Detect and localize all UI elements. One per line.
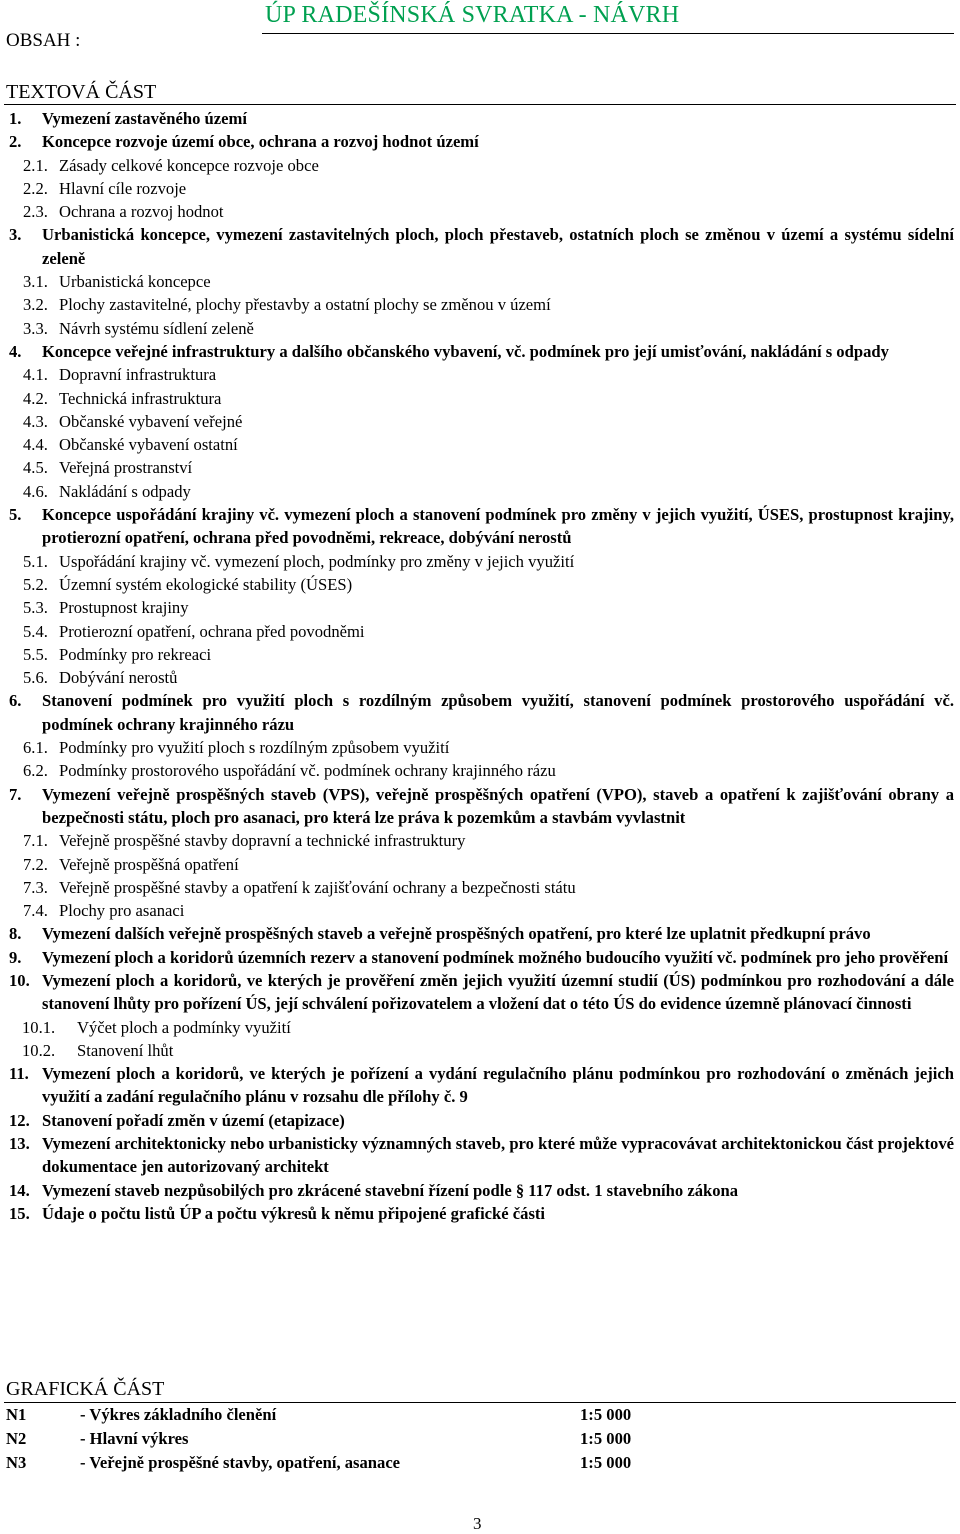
toc-number: 4.6. (23, 481, 48, 501)
header-label: OBSAH : (6, 30, 81, 51)
drawing-code: N3 (6, 1453, 27, 1472)
toc-text: Stanovení lhůt (77, 1040, 174, 1060)
toc-number: 5.3. (23, 598, 48, 618)
toc-text: Údaje o počtu listů ÚP a počtu výkresů k němu připojené grafické části (42, 1203, 546, 1223)
toc-number: 5.2. (23, 574, 48, 594)
toc-number: 3.3. (23, 318, 48, 338)
toc-number: 4.4. (23, 435, 48, 455)
toc-number: 3.1. (23, 272, 48, 292)
toc-subchapter (0, 573, 960, 596)
toc-chapter (0, 340, 960, 363)
toc-subchapter (0, 736, 960, 759)
toc-text: Návrh systému sídlení zeleně (59, 318, 254, 338)
toc-number: 7.1. (23, 831, 48, 851)
toc-number: 4.3. (23, 411, 48, 431)
drawing-code: N1 (6, 1405, 27, 1424)
toc-number: 4. (9, 341, 22, 361)
toc-chapter (0, 223, 960, 270)
toc-subchapter (0, 270, 960, 293)
toc-text: Veřejně prospěšné stavby a opatření k zajišťování ochrany a bezpečnosti státu (59, 877, 576, 897)
toc-text: Dobývání nerostů (59, 668, 178, 688)
drawing-row (0, 1453, 960, 1477)
toc-subchapter (0, 154, 960, 177)
toc-chapter (0, 689, 960, 736)
toc-text: Urbanistická koncepce (59, 272, 211, 292)
text-section-divider (4, 104, 956, 105)
toc-chapter (0, 1062, 960, 1109)
graphic-section-title: GRAFICKÁ ČÁST (6, 1378, 165, 1400)
toc-text: Podmínky prostorového uspořádání vč. podmínek ochrany krajinného rázu (59, 761, 556, 781)
toc-number: 7.2. (23, 854, 48, 874)
toc-number: 7.4. (23, 901, 48, 921)
drawing-name: - Veřejně prospěšné stavby, opatření, asanace (80, 1453, 401, 1472)
toc-chapter (0, 1202, 960, 1225)
toc-text: Výčet ploch a podmínky využití (77, 1017, 291, 1037)
toc-text: Koncepce uspořádání krajiny vč. vymezení ploch a stanovení podmínek pro změny v jejich využití, ÚSES, prostupnost krajiny, protierozní opatření, ochrana před povodněmi, rekreace, dobývání nerostů (42, 505, 954, 548)
drawing-row (0, 1429, 960, 1453)
header-divider (262, 33, 954, 34)
drawing-code: N2 (6, 1429, 27, 1448)
toc-chapter (0, 503, 960, 550)
toc-number: 11. (9, 1064, 29, 1084)
toc-subchapter (0, 596, 960, 619)
toc-number: 2. (9, 132, 22, 152)
toc-subchapter (0, 1016, 960, 1039)
toc-number: 10. (9, 970, 30, 990)
toc-number: 6.1. (23, 738, 48, 758)
drawing-list (0, 1405, 960, 1477)
drawing-row (0, 1405, 960, 1429)
toc-number: 12. (9, 1110, 30, 1130)
toc-number: 15. (9, 1203, 30, 1223)
toc-subchapter (0, 550, 960, 573)
toc-number: 4.1. (23, 365, 48, 385)
toc-text: Podmínky pro využití ploch s rozdílným způsobem využití (59, 738, 450, 758)
toc-text: Protierozní opatření, ochrana před povodněmi (59, 621, 365, 641)
drawing-name: - Výkres základního členění (80, 1405, 277, 1424)
toc-chapter (0, 1179, 960, 1202)
table-of-contents (0, 107, 960, 1225)
graphic-section-divider (4, 1402, 956, 1403)
toc-text: Vymezení zastavěného území (42, 109, 247, 128)
toc-subchapter (0, 363, 960, 386)
toc-number: 9. (9, 947, 22, 967)
toc-subchapter (0, 1039, 960, 1062)
toc-subchapter (0, 620, 960, 643)
toc-number: 3.2. (23, 295, 48, 315)
toc-text: Občanské vybavení ostatní (59, 435, 238, 455)
toc-number: 8. (9, 924, 22, 944)
toc-number: 10.2. (22, 1040, 56, 1060)
toc-text: Vymezení architektonicky nebo urbanisticky významných staveb, pro které může vypracovávat architektonickou část projektové dokumentace jen autorizovaný architekt (42, 1134, 954, 1177)
toc-number: 5.1. (23, 551, 48, 571)
toc-subchapter (0, 759, 960, 782)
toc-text: Územní systém ekologické stability (ÚSES) (59, 574, 353, 594)
drawing-scale: 1:5 000 (580, 1429, 632, 1448)
toc-text: Stanovení podmínek pro využití ploch s rozdílným způsobem využití, stanovení podmínek prostorového uspořádání vč. podmínek ochrany krajinného rázu (42, 691, 954, 734)
toc-text: Plochy pro asanaci (59, 901, 185, 921)
toc-text: Dopravní infrastruktura (59, 365, 217, 385)
toc-subchapter (0, 876, 960, 899)
toc-number: 7.3. (23, 877, 48, 897)
toc-subchapter (0, 899, 960, 922)
toc-text: Stanovení pořadí změn v území (etapizace) (42, 1110, 345, 1130)
toc-subchapter (0, 200, 960, 223)
toc-chapter (0, 969, 960, 1016)
toc-number: 6.2. (23, 761, 48, 781)
toc-chapter (0, 130, 960, 153)
toc-text: Uspořádání krajiny vč. vymezení ploch, podmínky pro změny v jejich využití (59, 551, 575, 571)
toc-number: 1. (9, 109, 22, 128)
toc-chapter (0, 1132, 960, 1179)
toc-subchapter (0, 177, 960, 200)
toc-subchapter (0, 829, 960, 852)
toc-text: Občanské vybavení veřejné (59, 411, 243, 431)
toc-number: 10.1. (22, 1017, 56, 1037)
toc-number: 5.5. (23, 644, 48, 664)
toc-chapter (0, 107, 960, 130)
toc-chapter (0, 946, 960, 969)
toc-chapter (0, 922, 960, 945)
drawing-scale: 1:5 000 (580, 1453, 632, 1472)
toc-text: Podmínky pro rekreaci (59, 644, 212, 664)
toc-number: 4.2. (23, 388, 48, 408)
toc-text: Vymezení ploch a koridorů územních rezerv a stanovení podmínek možného budoucího využití vč. podmínek pro jeho prověření (42, 947, 949, 967)
toc-text: Zásady celkové koncepce rozvoje obce (59, 155, 319, 175)
toc-text: Vymezení ploch a koridorů, ve kterých je pořízení a vydání regulačního plánu podmínkou pro rozhodování o změnách jejich využití a zadání regulačního plánu v rozsahu dle přílohy č. 9 (42, 1064, 954, 1107)
page-number: 3 (473, 1514, 482, 1533)
toc-text: Veřejně prospěšné stavby dopravní a technické infrastruktury (59, 831, 466, 851)
toc-text: Koncepce rozvoje území obce, ochrana a rozvoj hodnot území (42, 132, 479, 152)
toc-text: Plochy zastavitelné, plochy přestavby a ostatní plochy se změnou v území (59, 295, 551, 315)
toc-chapter (0, 1109, 960, 1132)
toc-text: Ochrana a rozvoj hodnot (59, 202, 224, 222)
toc-subchapter (0, 853, 960, 876)
toc-text: Koncepce veřejné infrastruktury a dalšího občanského vybavení, vč. podmínek pro její umisťování, nakládání s odpady (42, 341, 889, 361)
toc-text: Urbanistická koncepce, vymezení zastavitelných ploch, ploch přestaveb, ostatních ploch se změnou v území a systému sídelní zeleně (42, 225, 954, 268)
toc-subchapter (0, 666, 960, 689)
text-section-title: TEXTOVÁ ČÁST (6, 81, 157, 103)
toc-number: 13. (9, 1134, 30, 1154)
toc-text: Nakládání s odpady (59, 481, 191, 501)
drawing-name: - Hlavní výkres (80, 1429, 189, 1448)
toc-number: 4.5. (23, 458, 48, 478)
toc-text: Vymezení ploch a koridorů, ve kterých je prověření změn jejich využití územní studií (ÚS) podmínkou pro rozhodování a dále stanovení lhůty pro pořízení ÚS, její schválení pořizovatelem a vložení dat o této ÚS do evidence územně plánovací činnosti (42, 970, 954, 1014)
toc-text: Veřejná prostranství (59, 458, 193, 478)
toc-subchapter (0, 643, 960, 666)
toc-text: Vymezení veřejně prospěšných staveb (VPS), veřejně prospěšných opatření (VPO), staveb a opatření k zajišťování obrany a bezpečnosti státu, ploch pro asanaci, pro která lze práva k pozemkům a stavbám vyvlastnit (42, 784, 954, 827)
toc-subchapter (0, 317, 960, 340)
toc-number: 14. (9, 1180, 30, 1200)
toc-text: Veřejně prospěšná opatření (59, 854, 239, 874)
toc-text: Vymezení staveb nezpůsobilých pro zkrácené stavební řízení podle § 117 odst. 1 stavebního zákona (42, 1180, 739, 1200)
toc-text: Vymezení dalších veřejně prospěšných staveb a veřejně prospěšných opatření, pro které lze uplatnit předkupní právo (42, 924, 871, 944)
toc-text: Technická infrastruktura (59, 388, 222, 408)
toc-number: 3. (9, 225, 22, 245)
drawing-scale: 1:5 000 (580, 1405, 632, 1424)
toc-number: 2.3. (23, 202, 48, 222)
toc-subchapter (0, 387, 960, 410)
toc-subchapter (0, 433, 960, 456)
toc-subchapter (0, 456, 960, 479)
toc-number: 2.2. (23, 178, 48, 198)
document-title: ÚP RADEŠÍNSKÁ SVRATKA - NÁVRH (265, 2, 680, 28)
toc-number: 6. (9, 691, 22, 711)
toc-text: Prostupnost krajiny (59, 598, 189, 618)
toc-text: Hlavní cíle rozvoje (59, 178, 187, 198)
toc-number: 7. (9, 784, 22, 804)
toc-number: 5.6. (23, 668, 48, 688)
toc-subchapter (0, 293, 960, 316)
toc-number: 5. (9, 505, 22, 525)
toc-chapter (0, 783, 960, 830)
toc-number: 2.1. (23, 155, 48, 175)
toc-subchapter (0, 410, 960, 433)
toc-number: 5.4. (23, 621, 48, 641)
toc-subchapter (0, 480, 960, 503)
